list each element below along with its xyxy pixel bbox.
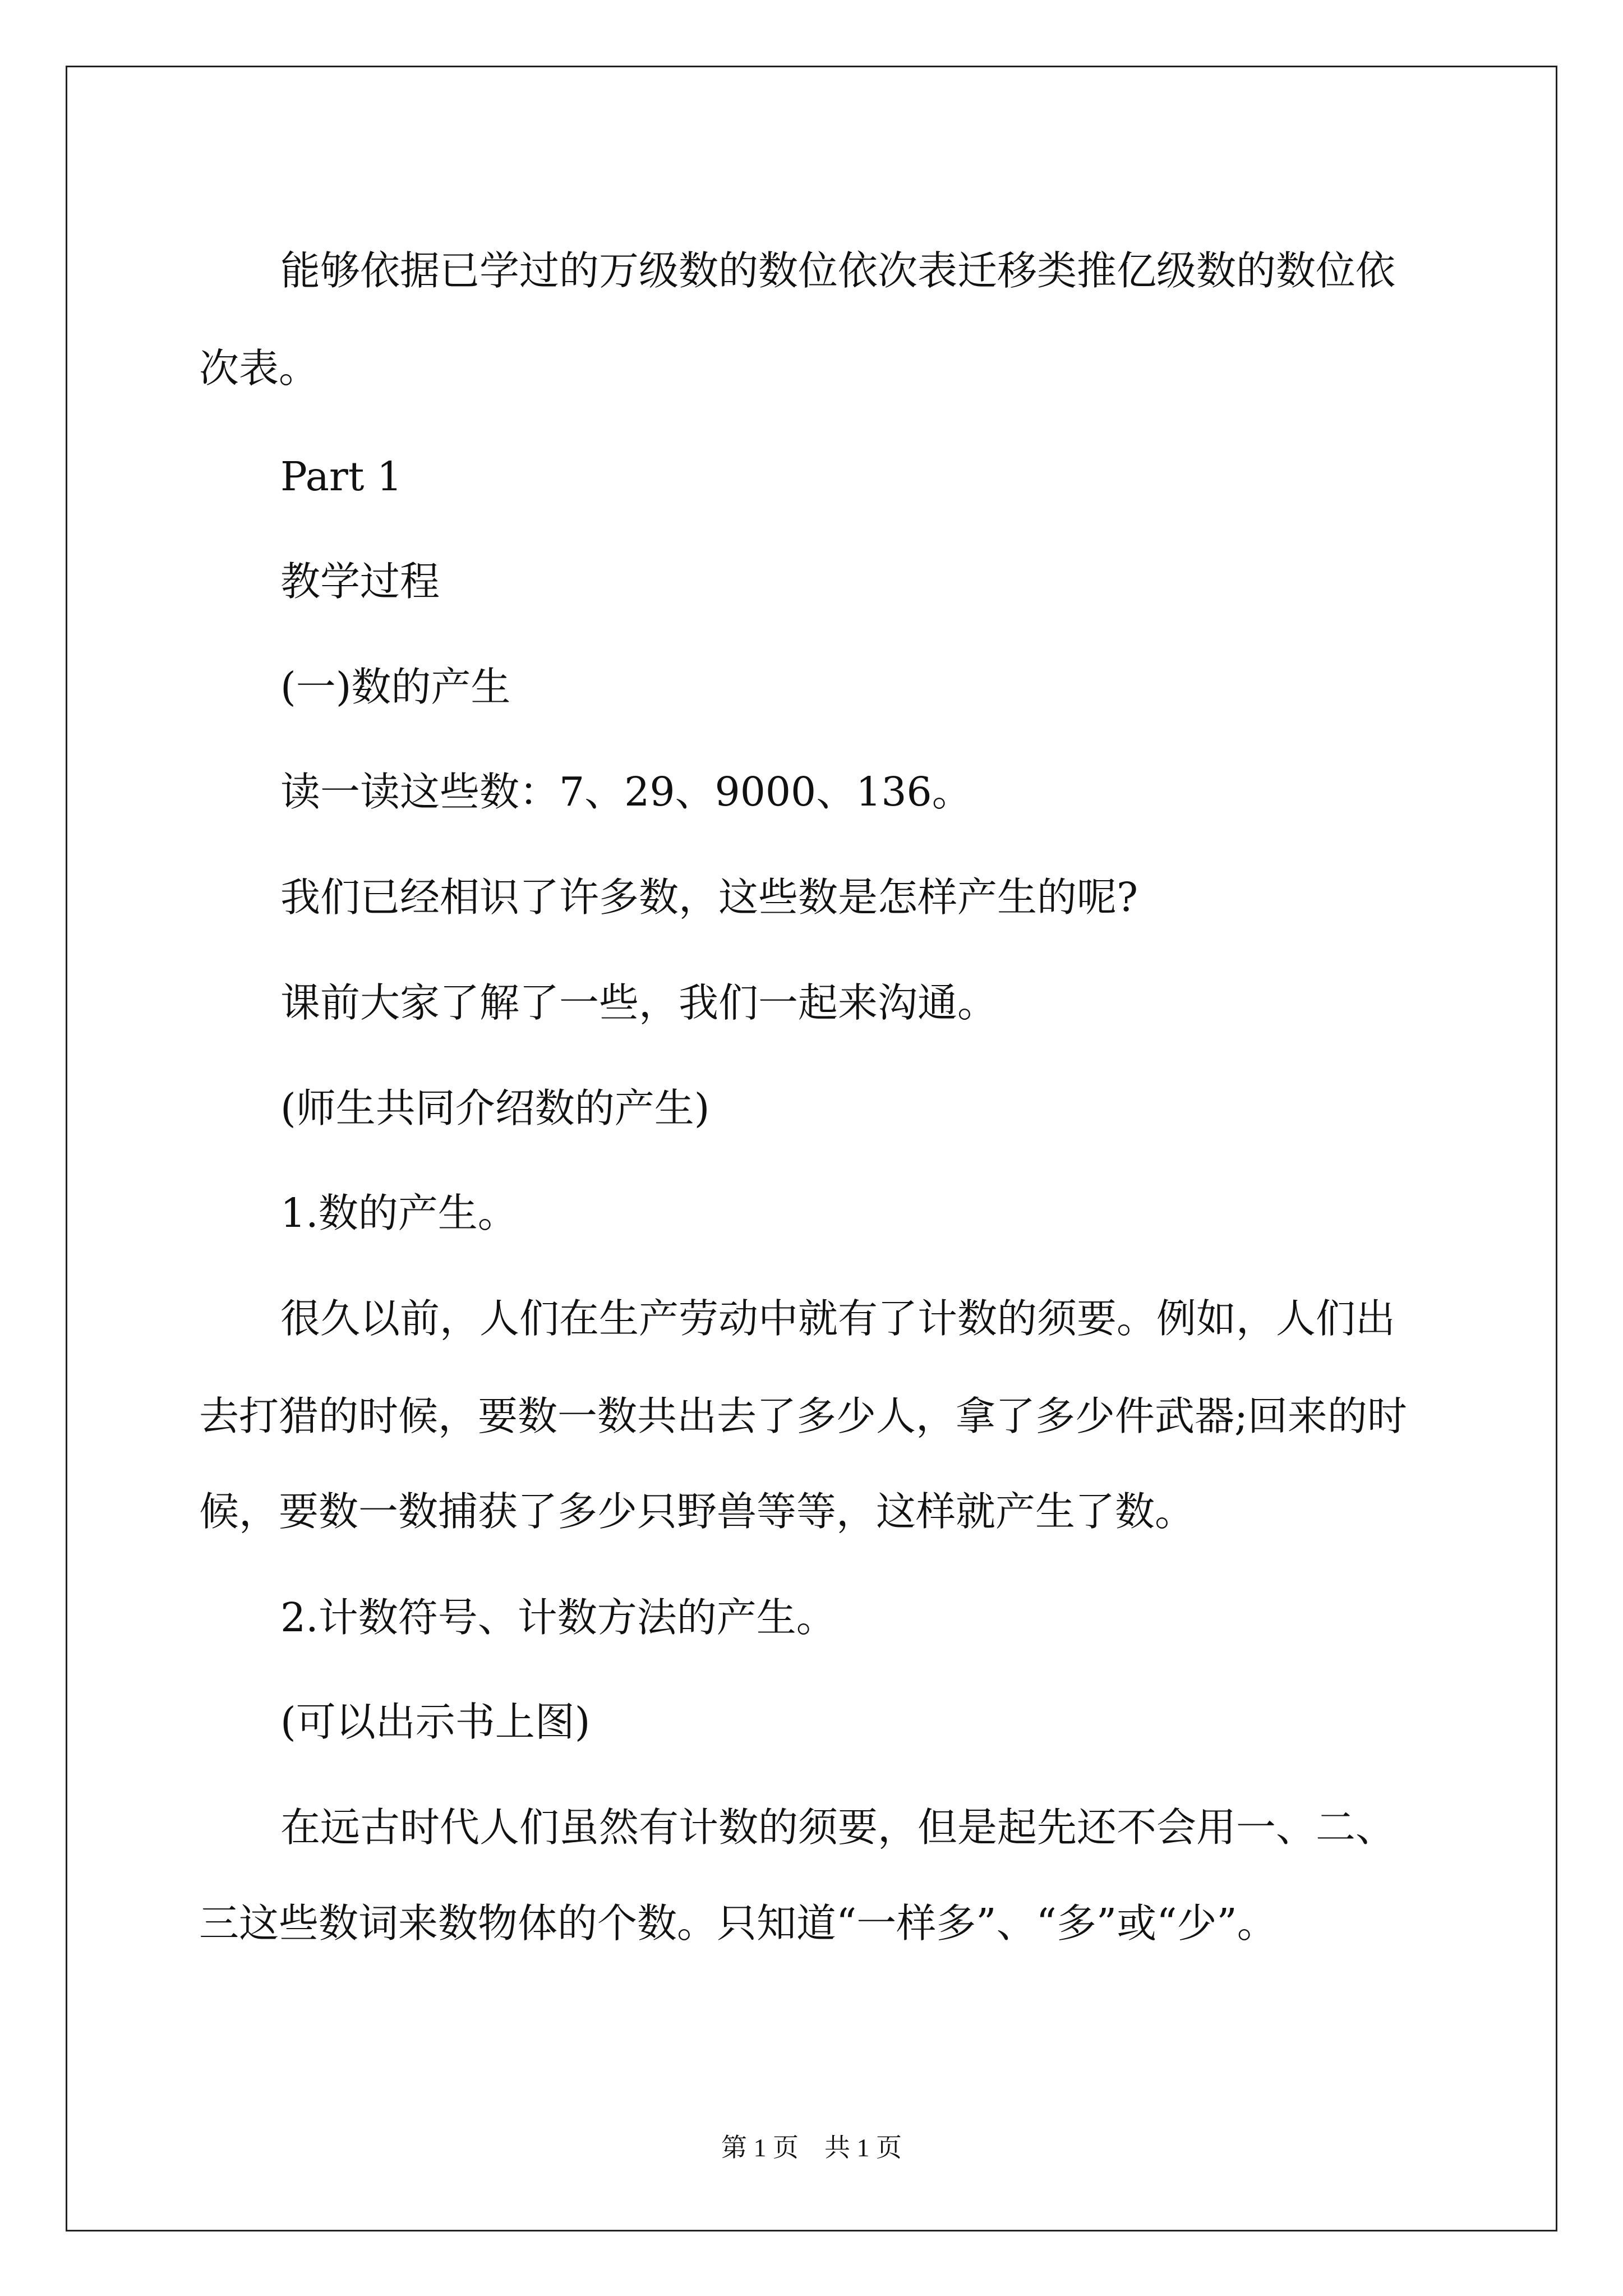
paragraph-line: 很久以前，人们在生产劳动中就有了计数的须要。例如，人们出 xyxy=(280,1295,1396,1342)
paragraph-line: 我们已经相识了许多数，这些数是怎样产生的呢? xyxy=(280,874,1138,921)
subsection-heading: (一)数的产生 xyxy=(280,664,511,710)
paragraph-line: (可以出示书上图) xyxy=(280,1699,591,1745)
paragraph-line: 在远古时代人们虽然有计数的须要，但是起先还不会用一、二、 xyxy=(280,1804,1396,1851)
paragraph-line: 候，要数一数捕获了多少只野兽等等，这样就产生了数。 xyxy=(199,1488,1195,1535)
paragraph-line: 三这些数词来数物体的个数。只知道“一样多”、“多”或“少”。 xyxy=(199,1900,1277,1947)
paragraph-line: 读一读这些数：7、29、9000、136。 xyxy=(280,769,972,815)
list-item-heading: 1.数的产生。 xyxy=(280,1190,518,1236)
paragraph-line: 次表。 xyxy=(199,345,319,392)
paragraph-line: 去打猎的时候，要数一数共出去了多少人，拿了多少件武器;回来的时 xyxy=(199,1393,1407,1439)
list-item-heading: 2.计数符号、计数方法的产生。 xyxy=(280,1594,836,1641)
section-heading: Part 1 xyxy=(280,453,403,500)
paragraph-line: 能够依据已学过的万级数的数位依次表迁移类推亿级数的数位依 xyxy=(280,247,1396,294)
section-heading: 教学过程 xyxy=(280,558,440,605)
paragraph-line: (师生共同介绍数的产生) xyxy=(280,1085,710,1131)
paragraph-line: 课前大家了解了一些，我们一起来沟通。 xyxy=(280,979,998,1026)
page-footer: 第 1 页 共 1 页 xyxy=(721,2133,902,2162)
